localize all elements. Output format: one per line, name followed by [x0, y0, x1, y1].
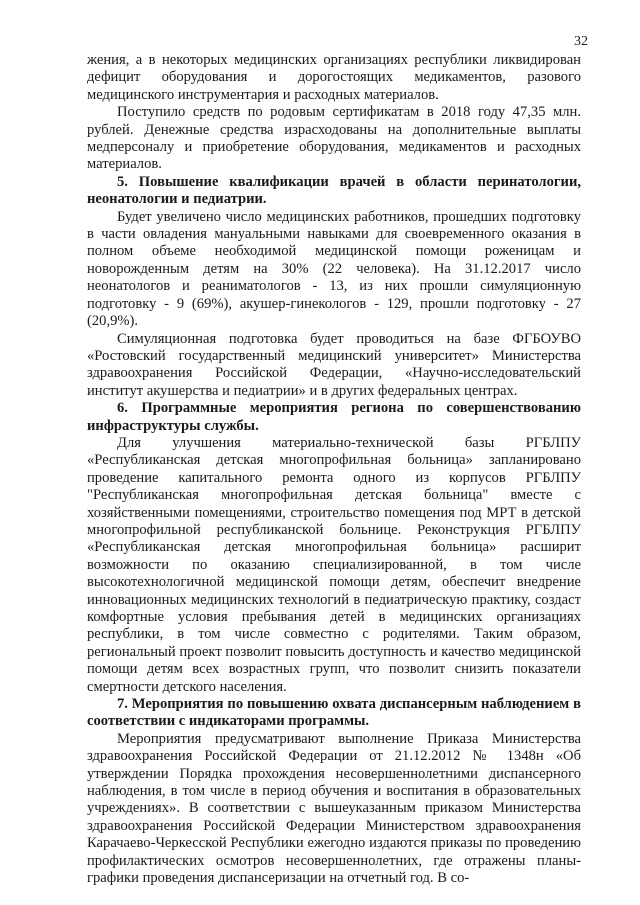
page-content: [87, 52, 581, 888]
paragraph-simulation: Симуляционная подготовка будет проводиться на базе ФГБОУВО «Ростовский государственный медицинский университет» Министерства здравоохранения Российской Федерации, «Научно-исследовательский институт акушерства и педиатрии» и в других федеральных центрах.: [87, 330, 581, 399]
paragraph-birth-certificates: Поступило средств по родовым сертификатам в 2018 году 47,35 млн. рублей. Денежные средства израсходованы на дополнительные выплаты медперсоналу и приобретение оборудования, медикаментов и расходных материалов.: [87, 104, 581, 173]
page-number: 32: [574, 34, 588, 49]
paragraph-infrastructure: Для улучшения материально-технической базы РГБЛПУ «Республиканская детская многопрофильная больница» запланировано проведение капитального ремонта одного из корпусов РГБЛПУ "Республиканская многопрофильная детская больница" вместе с хозяйственными помещениями, строительство помещения под МРТ в детской многопрофильной республиканской больнице. Реконструкция РГБЛПУ «Республиканская детская многопрофильная больница» расширит возможности по оказанию специализированной, в том числе высокотехнологичной медицинской помощи детям, обеспечит внедрение инновационных медицинских технологий в педиатрическую практику, создаст комфортные условия пребывания детей в медицинских организациях республики, в том числе совместно с родителями. Таким образом, региональный проект позволит повысить доступность и качество медицинской помощи детям всех возрастных групп, что позволит снизить показатели смертности детского населения.: [87, 434, 581, 695]
section-heading-5: 5. Повышение квалификации врачей в области перинатологии, неонатологии и педиатрии.: [87, 173, 581, 208]
paragraph-dispensary: Мероприятия предусматривают выполнение Приказа Министерства здравоохранения Российской Федерации от 21.12.2012 № 1348н «Об утверждении Порядка прохождения несовершеннолетними диспансерного наблюдения, в том числе в период обучения и воспитания в образовательных учреждениях». В соответствии с вышеуказанным приказом Министерства здравоохранения Российской Федерации Министерством здравоохранения Карачаево-Черкесской Республики ежегодно издаются приказы по проведению профилактических осмотров несовершеннолетних, где отражены планы-графики проведения диспансеризации на отчетный год. В со-: [87, 730, 581, 887]
paragraph-continuation: жения, а в некоторых медицинских организациях республики ликвидирован дефицит оборудования и дорогостоящих медикаментов, разового медицинского инструментария и расходных материалов.: [87, 52, 581, 103]
paragraph-training: Будет увеличено число медицинских работников, прошедших подготовку в части овладения мануальными навыками для своевременного оказания в полном объеме необходимой медицинской помощи роженицам и новорожденным детям на 30% (22 человека). На 31.12.2017 число неонатологов и реаниматологов - 13, из них прошли симуляционную подготовку - 9 (69%), акушер-гинекологов - 129, прошли подготовку - 27 (20,9%).: [87, 208, 581, 330]
section-heading-6: 6. Программные мероприятия региона по совершенствованию инфраструктуры службы.: [87, 400, 581, 434]
section-heading-7: 7. Мероприятия по повышению охвата диспансерным наблюдением в соответствии с индикаторами программы.: [87, 696, 581, 730]
